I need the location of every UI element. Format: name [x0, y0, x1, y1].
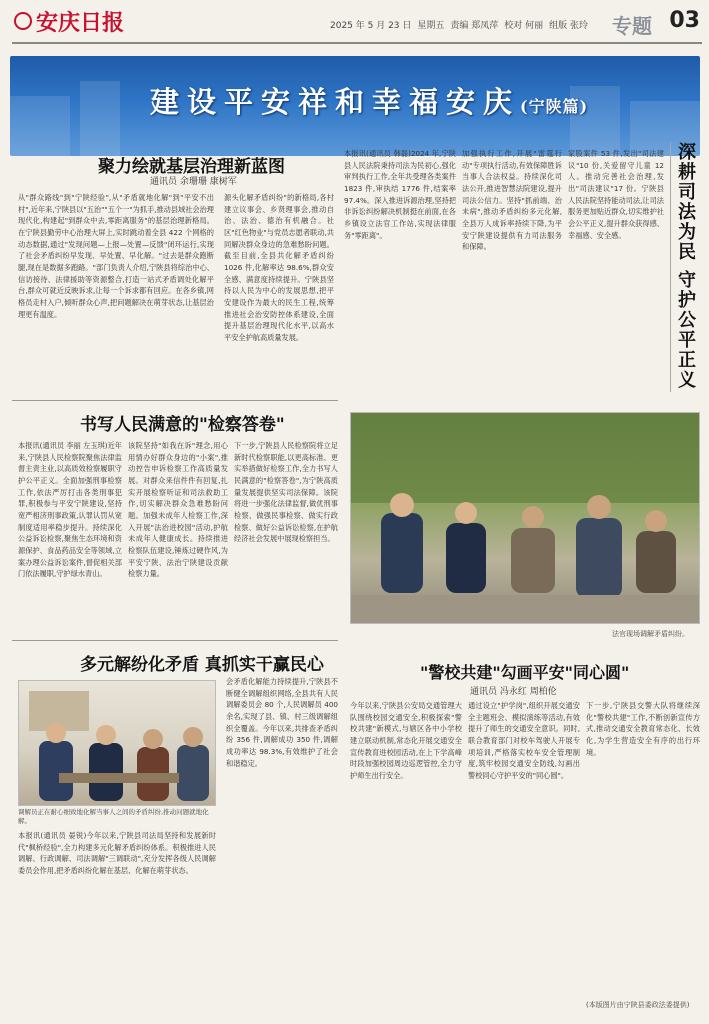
- article3-col3: 家股案件 53 件,发出"司法建议"10 份,关爱留守儿童 12 人。推动完善社会治理,发出"司法建议"17 份。宁陕县人民法院坚持能动司法,让司法服务更加贴近群众,切实维护社会公平正义,提升群众获得感、幸福感、安全感。: [568, 149, 664, 240]
- layout-editor: 组版 张玲: [549, 21, 589, 31]
- header-meta: [330, 18, 620, 32]
- chief-editor: 责编 郑凤萍: [450, 21, 499, 31]
- article1-headline: 聚力绘就基层治理新蓝图: [98, 157, 285, 177]
- article2-headline: 书写人民满意的"检察答卷": [80, 415, 285, 435]
- article5-col2: 通过设立"护学岗",组织开展交通安全主题班会、模拟演练等活动,有效提升了师生的交通安全意识。同时,联合教育部门对校车驾驶人开展专项培训,严格落实校车安全管理制度,筑牢校园交通安全防线,勾画出警校同心守护平安的"同心圆"。: [468, 701, 580, 780]
- banner-subtitle: (宁陕篇): [520, 97, 589, 116]
- masthead-logo[interactable]: [14, 6, 130, 36]
- article4-col1: 本报讯(通讯员 晏锐)今年以来,宁陕县司法局坚持和发展新时代"枫桥经验",全力构建多元化解矛盾纠纷体系。积极推进人民调解、行政调解、司法调解"三调联动",充分发挥各级人民调解委员会作用,把矛盾纠纷化解在基层、化解在萌芽状态。: [18, 831, 216, 875]
- article4-headline: 多元解纷化矛盾 真抓实干赢民心: [80, 655, 324, 675]
- section-label: 专题: [612, 14, 652, 38]
- page-number: 03: [669, 8, 700, 33]
- article2-col3: 下一步,宁陕县人民检察院将立足新时代检察职能,以更高标准、更实举措做好检察工作,全力书写人民满意的"检察答卷",为宁陕高质量发展提供坚实司法保障。该院将进一步强化法律监督,做优刑事检察、做强民事检察、做实行政检察、做好公益诉讼检察,在护航经济社会发展中展现检察担当。: [234, 441, 338, 544]
- court-mediation-illustration: [351, 413, 700, 624]
- article2-col2: 该院坚持"如我在诉"理念,用心用情办好群众身边的"小案",推动控告申诉检察工作高质量发展。对群众来信件件有回复,扎实开展检察听证和司法救助工作,切实解决群众急难愁盼问题。加强未成年人检察工作,深入开展"法治进校园"活动,护航未成年人健康成长。持续推进检察队伍建设,锤炼过硬作风,为平安宁陕、法治宁陕建设贡献检察力量。: [128, 441, 228, 579]
- article1-col2: 源头化解矛盾纠纷"的新格局,各村建立议事会、乡贤理事会,推动自治、法治、德治有机融合。社区"红色物业"与党员志愿者联动,共同解决群众身边的急难愁盼问题。截至目前,全县共化解矛盾纠纷 1026 件,化解率达 98.6%,群众安全感、满意度持续提升。宁陕县坚持以人民为中心的发展思想,把平安建设作为最大的民生工程,统筹推进社会治安防控体系建设,全面提升基层治理现代化水平,以高水平安全护航高质量发展。: [224, 193, 334, 342]
- masthead-logo-text: 安庆日报: [36, 9, 125, 36]
- article4-col2: 会矛盾化解能力持续提升,宁陕县不断健全调解组织网络,全县共有人民调解委员会 80 个,人民调解员 400 余名,实现了县、镇、村三级调解组织全覆盖。今年以来,共排查矛盾纠纷 356 件,调解成功 350 件,调解成功率达 98.3%,有效维护了社会和谐稳定。: [226, 677, 338, 768]
- issue-date: 2025 年 5 月 23 日: [330, 21, 412, 31]
- article5-col3: 下一步,宁陕县交警大队将继续深化"警校共建"工作,不断创新宣传方式,推动交通安全教育常态化、长效化,为学生营造安全有序的出行环境。: [586, 701, 700, 757]
- proofreader: 校对 何丽: [504, 21, 544, 31]
- article3-col2: 加强执行工作,开展"雷霆行动"专项执行活动,有效保障胜诉当事人合法权益。持续深化司法公开,推进智慧法院建设,提升司法公信力。坚持"抓前端、治未病",推动矛盾纠纷多元化解,全县万人成诉率持续下降,为平安宁陕建设提供有力司法服务和保障。: [462, 149, 562, 252]
- issue-weekday: 星期五: [417, 21, 445, 31]
- logo-emblem-icon: [14, 12, 32, 30]
- banner-title: [150, 80, 589, 126]
- divider: [12, 400, 338, 401]
- article5-byline: 通讯员 冯永红 周柏伦: [470, 687, 557, 697]
- article3-col1: 本报讯(通讯员 韩磊)2024 年,宁陕县人民法院秉持司法为民初心,强化审判执行工作,全年共受理各类案件 1823 件,审执结 1776 件,结案率 97.4%。深入推进诉源治理,坚持把非诉讼纠纷解决机制挺在前面,在各乡镇设立法官工作站,实现法律服务"零距离"。: [344, 149, 456, 240]
- divider: [12, 640, 338, 641]
- header-rule: [12, 42, 702, 44]
- article4-photo-caption: 调解员正在耐心细致地化解当事人之间的矛盾纠纷,推动问题就地化解。: [18, 808, 209, 825]
- article3-vertical-title: 深耕司法为民 守护公平正义: [670, 142, 698, 392]
- article2-col1: 本报讯(通讯员 李丽 左玉琪)近年来,宁陕县人民检察院聚焦法律监督主责主业,以高质效检察履职守护公平正义。全面加强刑事检察工作,依法严厉打击各类刑事犯罪,积极参与平安宁陕建设,坚持宽严相济刑事政策,认罪认罚从宽制度适用率稳步提升。持续深化公益诉讼检察,聚焦生态环境和资源保护、食品药品安全等领域,立案办理公益诉讼案件,督促相关部门依法履职,守护绿水青山。: [18, 441, 122, 579]
- banner-title-main: 建设平安祥和幸福安庆: [150, 85, 521, 119]
- article1-col1: 从"群众路线"到"宁陕经验",从"矛盾就地化解"到"平安不出村",近年来,宁陕县以"五治""五个一"为抓手,推动县域社会治理现代化,构建起"到群众中去,零距离服务"的基层治理新格局。在宁陕县勤劳中心治理大屏上,实时跳动着全县 422 个网格的动态数据,通过"发现问题—上报—处置—反馈"闭环运行,实现了社会矛盾纠纷早发现、早处置、早化解。"过去是群众跑断腿,现在是数据多跑路。"部门负责人介绍,宁陕县将综治中心、信访接待、法律援助等资源整合,打造一站式矛盾调处化解平台,群众可就近反映诉求,让每一个诉求都有回应。在各乡镇,网格员走村入户,倾听群众心声,把问题解决在萌芽状态,让基层治理更有温度。: [18, 193, 214, 319]
- mediation-photo: [18, 680, 216, 806]
- article3-photo-caption: 法官现场调解矛盾纠纷。: [612, 630, 689, 638]
- article5-headline: "警校共建"勾画平安"同心圆": [420, 663, 630, 682]
- photo-credit: (本版图片由宁陕县委政法委提供): [586, 1001, 690, 1009]
- court-mediation-photo: [350, 412, 700, 624]
- article1-byline: 通讯员 余珊珊 康树军: [150, 177, 237, 187]
- mediation-illustration: [19, 681, 216, 806]
- article5-col1: 今年以来,宁陕县公安局交通管理大队围绕校园交通安全,积极探索"警校共建"新模式,与辖区各中小学校建立联动机制,常态化开展交通安全宣传教育进校园活动,在上下学高峰时段加强校园周边巡逻管控,全力守护师生出行安全。: [350, 701, 462, 780]
